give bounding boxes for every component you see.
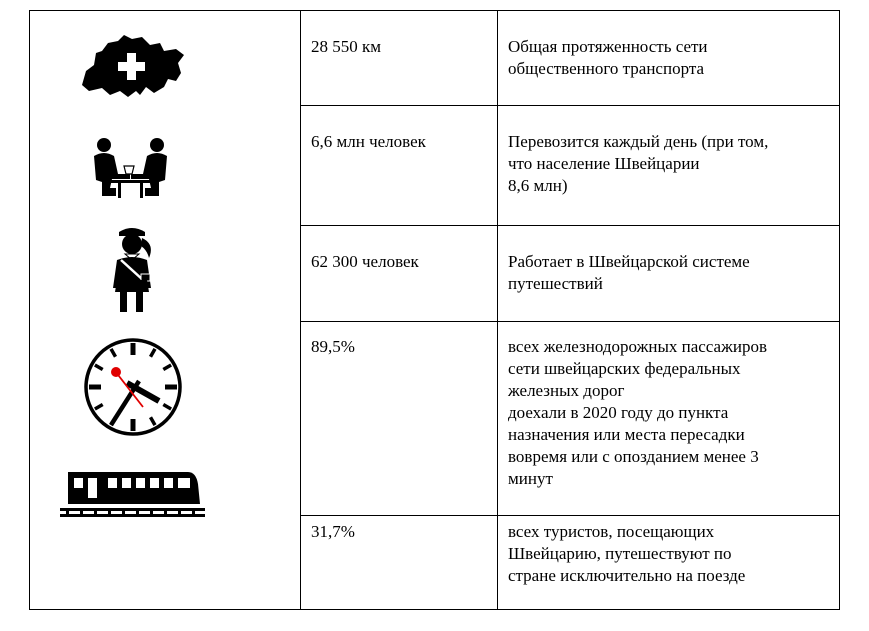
stat-description: Общая протяженность сети общественного транспорта bbox=[508, 37, 708, 78]
table-row bbox=[301, 516, 839, 609]
table-row bbox=[301, 11, 839, 106]
stat-value: 31,7% bbox=[301, 516, 498, 609]
stat-value: 28 550 км bbox=[301, 11, 498, 105]
stat-value: 62 300 человек bbox=[301, 226, 498, 321]
statistics-table bbox=[29, 10, 840, 610]
switzerland-map-icon bbox=[80, 33, 185, 101]
stat-description: всех туристов, посещающих Швейцарию, путешествуют по стране исключительно на поезде bbox=[508, 522, 746, 585]
stat-value: 89,5% bbox=[301, 322, 498, 515]
conductor-icon bbox=[105, 224, 160, 316]
stat-description: Перевозится каждый день (при том, что население Швейцарии 8,6 млн) bbox=[508, 132, 769, 195]
table-row bbox=[301, 226, 839, 322]
stat-description: всех железнодорожных пассажиров сети швейцарских федеральных железных дорог доехали в 2020 году до пункта назначения или места пересадки вовремя или с опозданием менее 3 минут bbox=[508, 337, 767, 488]
railway-clock-icon bbox=[83, 337, 183, 437]
meeting-people-icon bbox=[88, 136, 173, 201]
table-row bbox=[301, 106, 839, 226]
table-row bbox=[301, 322, 839, 516]
icon-column bbox=[30, 11, 301, 609]
stat-description: Работает в Швейцарской системе путешествий bbox=[508, 252, 750, 293]
train-icon bbox=[60, 468, 205, 520]
stat-value: 6,6 млн человек bbox=[301, 106, 498, 225]
